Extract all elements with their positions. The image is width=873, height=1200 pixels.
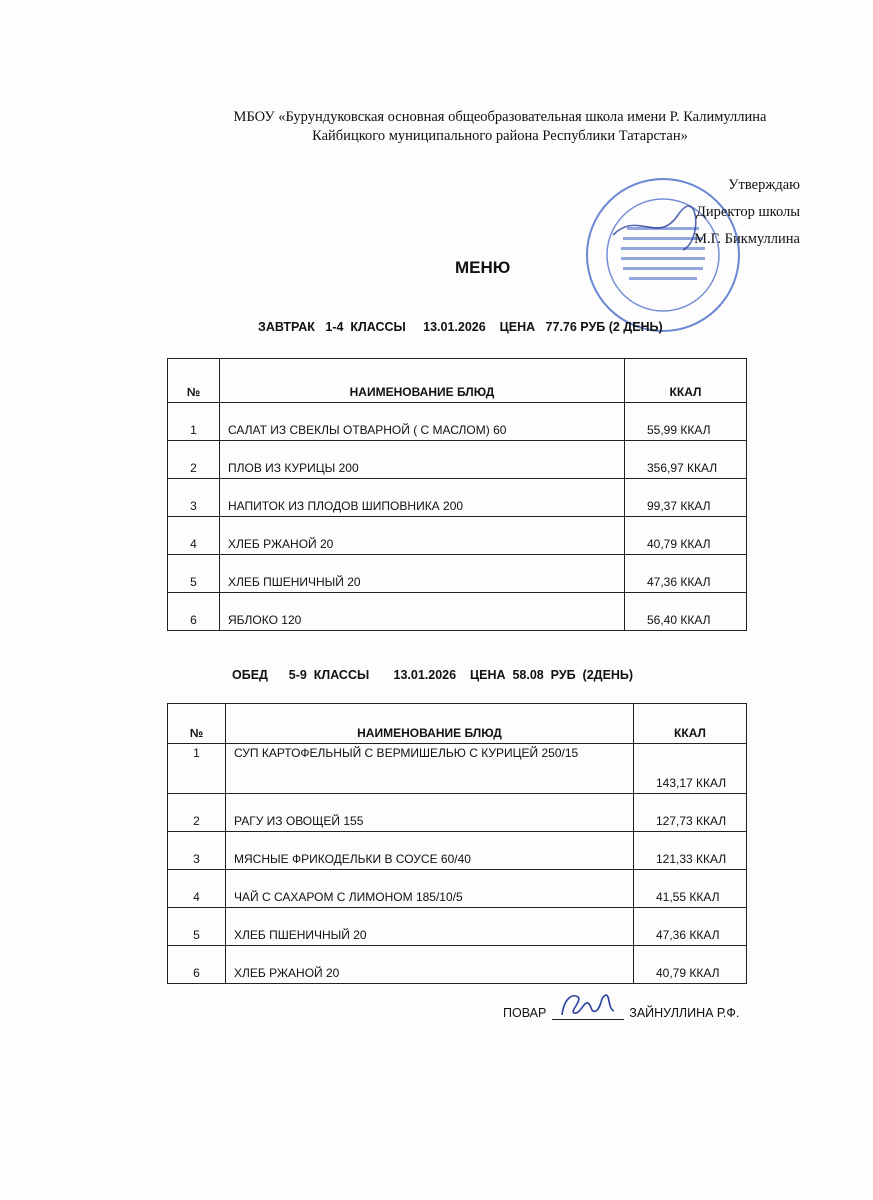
table-row bbox=[168, 908, 747, 946]
lunch-caption: ОБЕД 5-9 КЛАССЫ 13.01.2026 ЦЕНА 58.08 РУБ (2ДЕНЬ) bbox=[232, 668, 634, 682]
table-header bbox=[168, 359, 747, 403]
dish-kcal: 127,73 ККАЛ bbox=[634, 794, 747, 832]
row-number: 3 bbox=[168, 479, 220, 517]
row-number: 3 bbox=[168, 832, 226, 870]
dish-kcal: 143,17 ККАЛ bbox=[634, 744, 747, 794]
dish-name: ЯБЛОКО 120 bbox=[220, 593, 625, 631]
table-row bbox=[168, 555, 747, 593]
dish-kcal: 41,55 ККАЛ bbox=[634, 870, 747, 908]
col-kcal: ККАЛ bbox=[625, 359, 747, 403]
approve-position: Директор школы bbox=[696, 204, 800, 220]
row-number: 6 bbox=[168, 593, 220, 631]
signature-icon bbox=[554, 989, 624, 1021]
row-number: 4 bbox=[168, 870, 226, 908]
table-row bbox=[168, 744, 747, 794]
dish-kcal: 99,37 ККАЛ bbox=[625, 479, 747, 517]
dish-kcal: 40,79 ККАЛ bbox=[625, 517, 747, 555]
menu-title: МЕНЮ bbox=[455, 258, 511, 277]
cook-signature-line bbox=[503, 1006, 739, 1020]
school-line-2: Кайбицкого муниципального района Республики Татарстан» bbox=[312, 128, 688, 144]
dish-name: НАПИТОК ИЗ ПЛОДОВ ШИПОВНИКА 200 bbox=[220, 479, 625, 517]
dish-name: ЧАЙ С САХАРОМ С ЛИМОНОМ 185/10/5 bbox=[226, 870, 634, 908]
table-row bbox=[168, 593, 747, 631]
row-number: 5 bbox=[168, 908, 226, 946]
dish-name: МЯСНЫЕ ФРИКОДЕЛЬКИ В СОУСЕ 60/40 bbox=[226, 832, 634, 870]
dish-name: САЛАТ ИЗ СВЕКЛЫ ОТВАРНОЙ ( С МАСЛОМ) 60 bbox=[220, 403, 625, 441]
cook-label: ПОВАР bbox=[503, 1006, 547, 1020]
signature-line bbox=[552, 1007, 624, 1020]
table-row bbox=[168, 870, 747, 908]
table-row bbox=[168, 479, 747, 517]
dish-name: ХЛЕБ ПШЕНИЧНЫЙ 20 bbox=[226, 908, 634, 946]
col-dish: НАИМЕНОВАНИЕ БЛЮД bbox=[226, 704, 634, 744]
cook-name: ЗАЙНУЛЛИНА Р.Ф. bbox=[629, 1006, 740, 1020]
dish-name: СУП КАРТОФЕЛЬНЫЙ С ВЕРМИШЕЛЬЮ С КУРИЦЕЙ 250/15 bbox=[226, 744, 634, 794]
table-row bbox=[168, 946, 747, 984]
lunch-table bbox=[167, 703, 747, 984]
dish-name: ХЛЕБ ПШЕНИЧНЫЙ 20 bbox=[220, 555, 625, 593]
dish-name: ХЛЕБ РЖАНОЙ 20 bbox=[226, 946, 634, 984]
dish-name: ПЛОВ ИЗ КУРИЦЫ 200 bbox=[220, 441, 625, 479]
row-number: 6 bbox=[168, 946, 226, 984]
col-dish: НАИМЕНОВАНИЕ БЛЮД bbox=[220, 359, 625, 403]
table-row bbox=[168, 832, 747, 870]
dish-kcal: 121,33 ККАЛ bbox=[634, 832, 747, 870]
dish-name: РАГУ ИЗ ОВОЩЕЙ 155 bbox=[226, 794, 634, 832]
breakfast-table bbox=[167, 358, 747, 631]
row-number: 1 bbox=[168, 744, 226, 794]
approve-name: М.Г. Бикмуллина bbox=[694, 231, 800, 247]
dish-kcal: 56,40 ККАЛ bbox=[625, 593, 747, 631]
row-number: 5 bbox=[168, 555, 220, 593]
dish-name: ХЛЕБ РЖАНОЙ 20 bbox=[220, 517, 625, 555]
table-row bbox=[168, 517, 747, 555]
dish-kcal: 55,99 ККАЛ bbox=[625, 403, 747, 441]
table-header bbox=[168, 704, 747, 744]
dish-kcal: 356,97 ККАЛ bbox=[625, 441, 747, 479]
col-number: № bbox=[168, 704, 226, 744]
table-row bbox=[168, 794, 747, 832]
approval-block bbox=[694, 172, 800, 253]
table-row bbox=[168, 403, 747, 441]
row-number: 2 bbox=[168, 441, 220, 479]
school-header bbox=[150, 108, 850, 146]
school-line-1: МБОУ «Бурундуковская основная общеобразовательная школа имени Р. Калимуллина bbox=[233, 109, 767, 125]
dish-kcal: 47,36 ККАЛ bbox=[625, 555, 747, 593]
row-number: 2 bbox=[168, 794, 226, 832]
col-number: № bbox=[168, 359, 220, 403]
row-number: 1 bbox=[168, 403, 220, 441]
table-row bbox=[168, 441, 747, 479]
approve-label: Утверждаю bbox=[728, 177, 800, 193]
dish-kcal: 40,79 ККАЛ bbox=[634, 946, 747, 984]
breakfast-caption: ЗАВТРАК 1-4 КЛАССЫ 13.01.2026 ЦЕНА 77.76 РУБ (2 ДЕНЬ) bbox=[258, 320, 663, 334]
row-number: 4 bbox=[168, 517, 220, 555]
col-kcal: ККАЛ bbox=[634, 704, 747, 744]
dish-kcal: 47,36 ККАЛ bbox=[634, 908, 747, 946]
